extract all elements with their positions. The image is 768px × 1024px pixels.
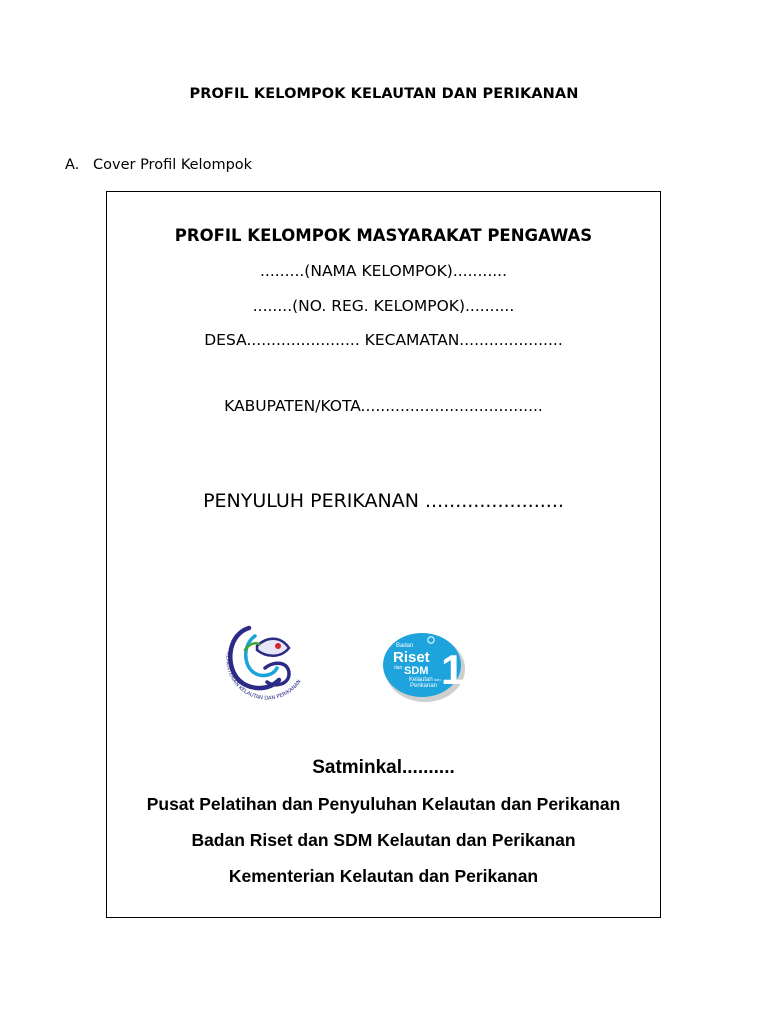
institution-line-1: Pusat Pelatihan dan Penyuluhan Kelautan dan Perikanan [146,794,621,814]
cover-page-frame [106,191,661,918]
kkp-logo-text: KEMENTERIAN KELAUTAN DAN PERIKANAN [224,651,303,702]
section-label: Cover Profil Kelompok [93,157,253,173]
brsdm-logo-text-perikanan: Perikanan [410,683,438,689]
kkp-logo-eye [275,643,281,649]
brsdm-logo-text-sdm: SDM [404,665,429,677]
satminkal-label: Satminkal.......... [312,757,455,778]
brsdm-logo-number: 1 [441,646,465,693]
institution-line-3: Kementerian Kelautan dan Perikanan [228,866,539,886]
fisheries-extension-field: PENYULUH PERIKANAN ....................... [203,490,564,512]
brsdm-logo-text-badan: Badan [396,643,414,649]
kkp-logo-fish [257,639,289,656]
group-reg-number-field: ........(NO. REG. KELOMPOK).......... [252,297,515,315]
brsdm-logo-text-kelautan: Kelautan [409,677,433,683]
document-title: PROFIL KELOMPOK KELAUTAN DAN PERIKANAN [189,86,579,102]
cover-title: PROFIL KELOMPOK MASYARAKAT PENGAWAS [174,226,593,245]
village-district-field: DESA....................... KECAMATAN..................... [204,331,563,349]
brsdm-logo-text-riset: Riset [393,649,430,666]
brsdm-logo-text-dan: dan [394,665,403,671]
brsdm-logo-icon [379,629,469,703]
institution-line-2: Badan Riset dan SDM Kelautan dan Perikanan [191,830,576,850]
group-name-field: .........(NAMA KELOMPOK)........... [259,262,508,280]
brsdm-logo-text-dan2: dan [434,677,441,682]
section-number: A. [65,157,80,173]
kkp-logo-icon [215,622,315,708]
section-heading [65,157,252,173]
regency-city-field: KABUPATEN/KOTA..................................... [224,397,543,415]
